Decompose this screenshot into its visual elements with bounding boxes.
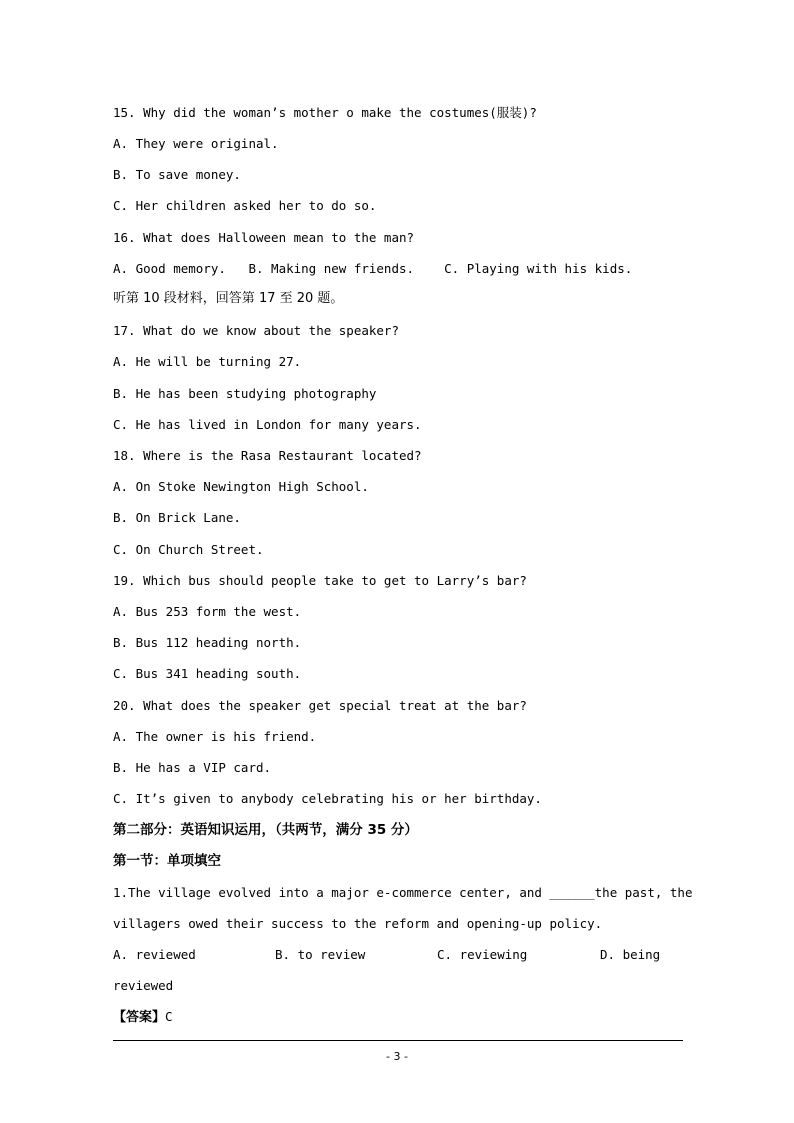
question-20: 20. What does the speaker get special treat at the bar? <box>113 698 527 713</box>
section-one-heading: 第一节：单项填空 <box>113 853 221 869</box>
grammar-question-1-line-2: villagers owed their success to the reform and opening-up policy. <box>113 916 603 931</box>
question-16-options: A. Good memory. B. Making new friends. C. Playing with his kids. <box>113 261 633 276</box>
question-16: 16. What does Halloween mean to the man? <box>113 230 415 245</box>
part-two-heading: 第二部分：英语知识运用，（共两节，满分 35 分） <box>113 822 418 838</box>
grammar-question-1-line-1: 1.The village evolved into a major e-commerce center, and ______the past, the <box>113 885 693 900</box>
question-19-option-c: C. Bus 341 heading south. <box>113 666 302 681</box>
grammar-question-1-option-d-wrap: reviewed <box>113 978 174 993</box>
question-17-option-b: B. He has been studying photography <box>113 386 377 401</box>
question-19: 19. Which bus should people take to get to Larry’s bar? <box>113 573 527 588</box>
answer-line <box>113 1009 173 1026</box>
grammar-question-1-option-c: C. reviewing <box>437 947 528 962</box>
question-20-option-a: A. The owner is his friend. <box>113 729 317 744</box>
question-19-option-b: B. Bus 112 heading north. <box>113 635 302 650</box>
question-15-option-b: B. To save money. <box>113 167 241 182</box>
answer-value: C <box>165 1009 173 1024</box>
question-15-option-a: A. They were original. <box>113 136 279 151</box>
section-instruction: 听第 10 段材料，回答第 17 至 20 题。 <box>113 291 344 306</box>
grammar-question-1-option-b: B. to review <box>275 947 366 962</box>
question-20-option-b: B. He has a VIP card. <box>113 760 272 775</box>
question-15-option-c: C. Her children asked her to do so. <box>113 198 377 213</box>
answer-label: 【答案】 <box>113 1010 166 1025</box>
question-20-option-c: C. It’s given to anybody celebrating his or her birthday. <box>113 791 542 806</box>
grammar-question-1-option-a: A. reviewed <box>113 947 196 962</box>
question-19-option-a: A. Bus 253 form the west. <box>113 604 302 619</box>
question-18-option-c: C. On Church Street. <box>113 542 264 557</box>
question-18-option-b: B. On Brick Lane. <box>113 510 241 525</box>
question-17-option-a: A. He will be turning 27. <box>113 354 302 369</box>
question-18: 18. Where is the Rasa Restaurant located? <box>113 448 422 463</box>
question-15: 15. Why did the woman’s mother o make the costumes(服装)? <box>113 105 537 120</box>
footer-divider <box>113 1040 683 1041</box>
grammar-question-1-option-d: D. being <box>600 947 661 962</box>
question-18-option-a: A. On Stoke Newington High School. <box>113 479 369 494</box>
question-17: 17. What do we know about the speaker? <box>113 323 399 338</box>
question-17-option-c: C. He has lived in London for many years. <box>113 417 422 432</box>
page-number: - 3 - <box>386 1050 408 1063</box>
